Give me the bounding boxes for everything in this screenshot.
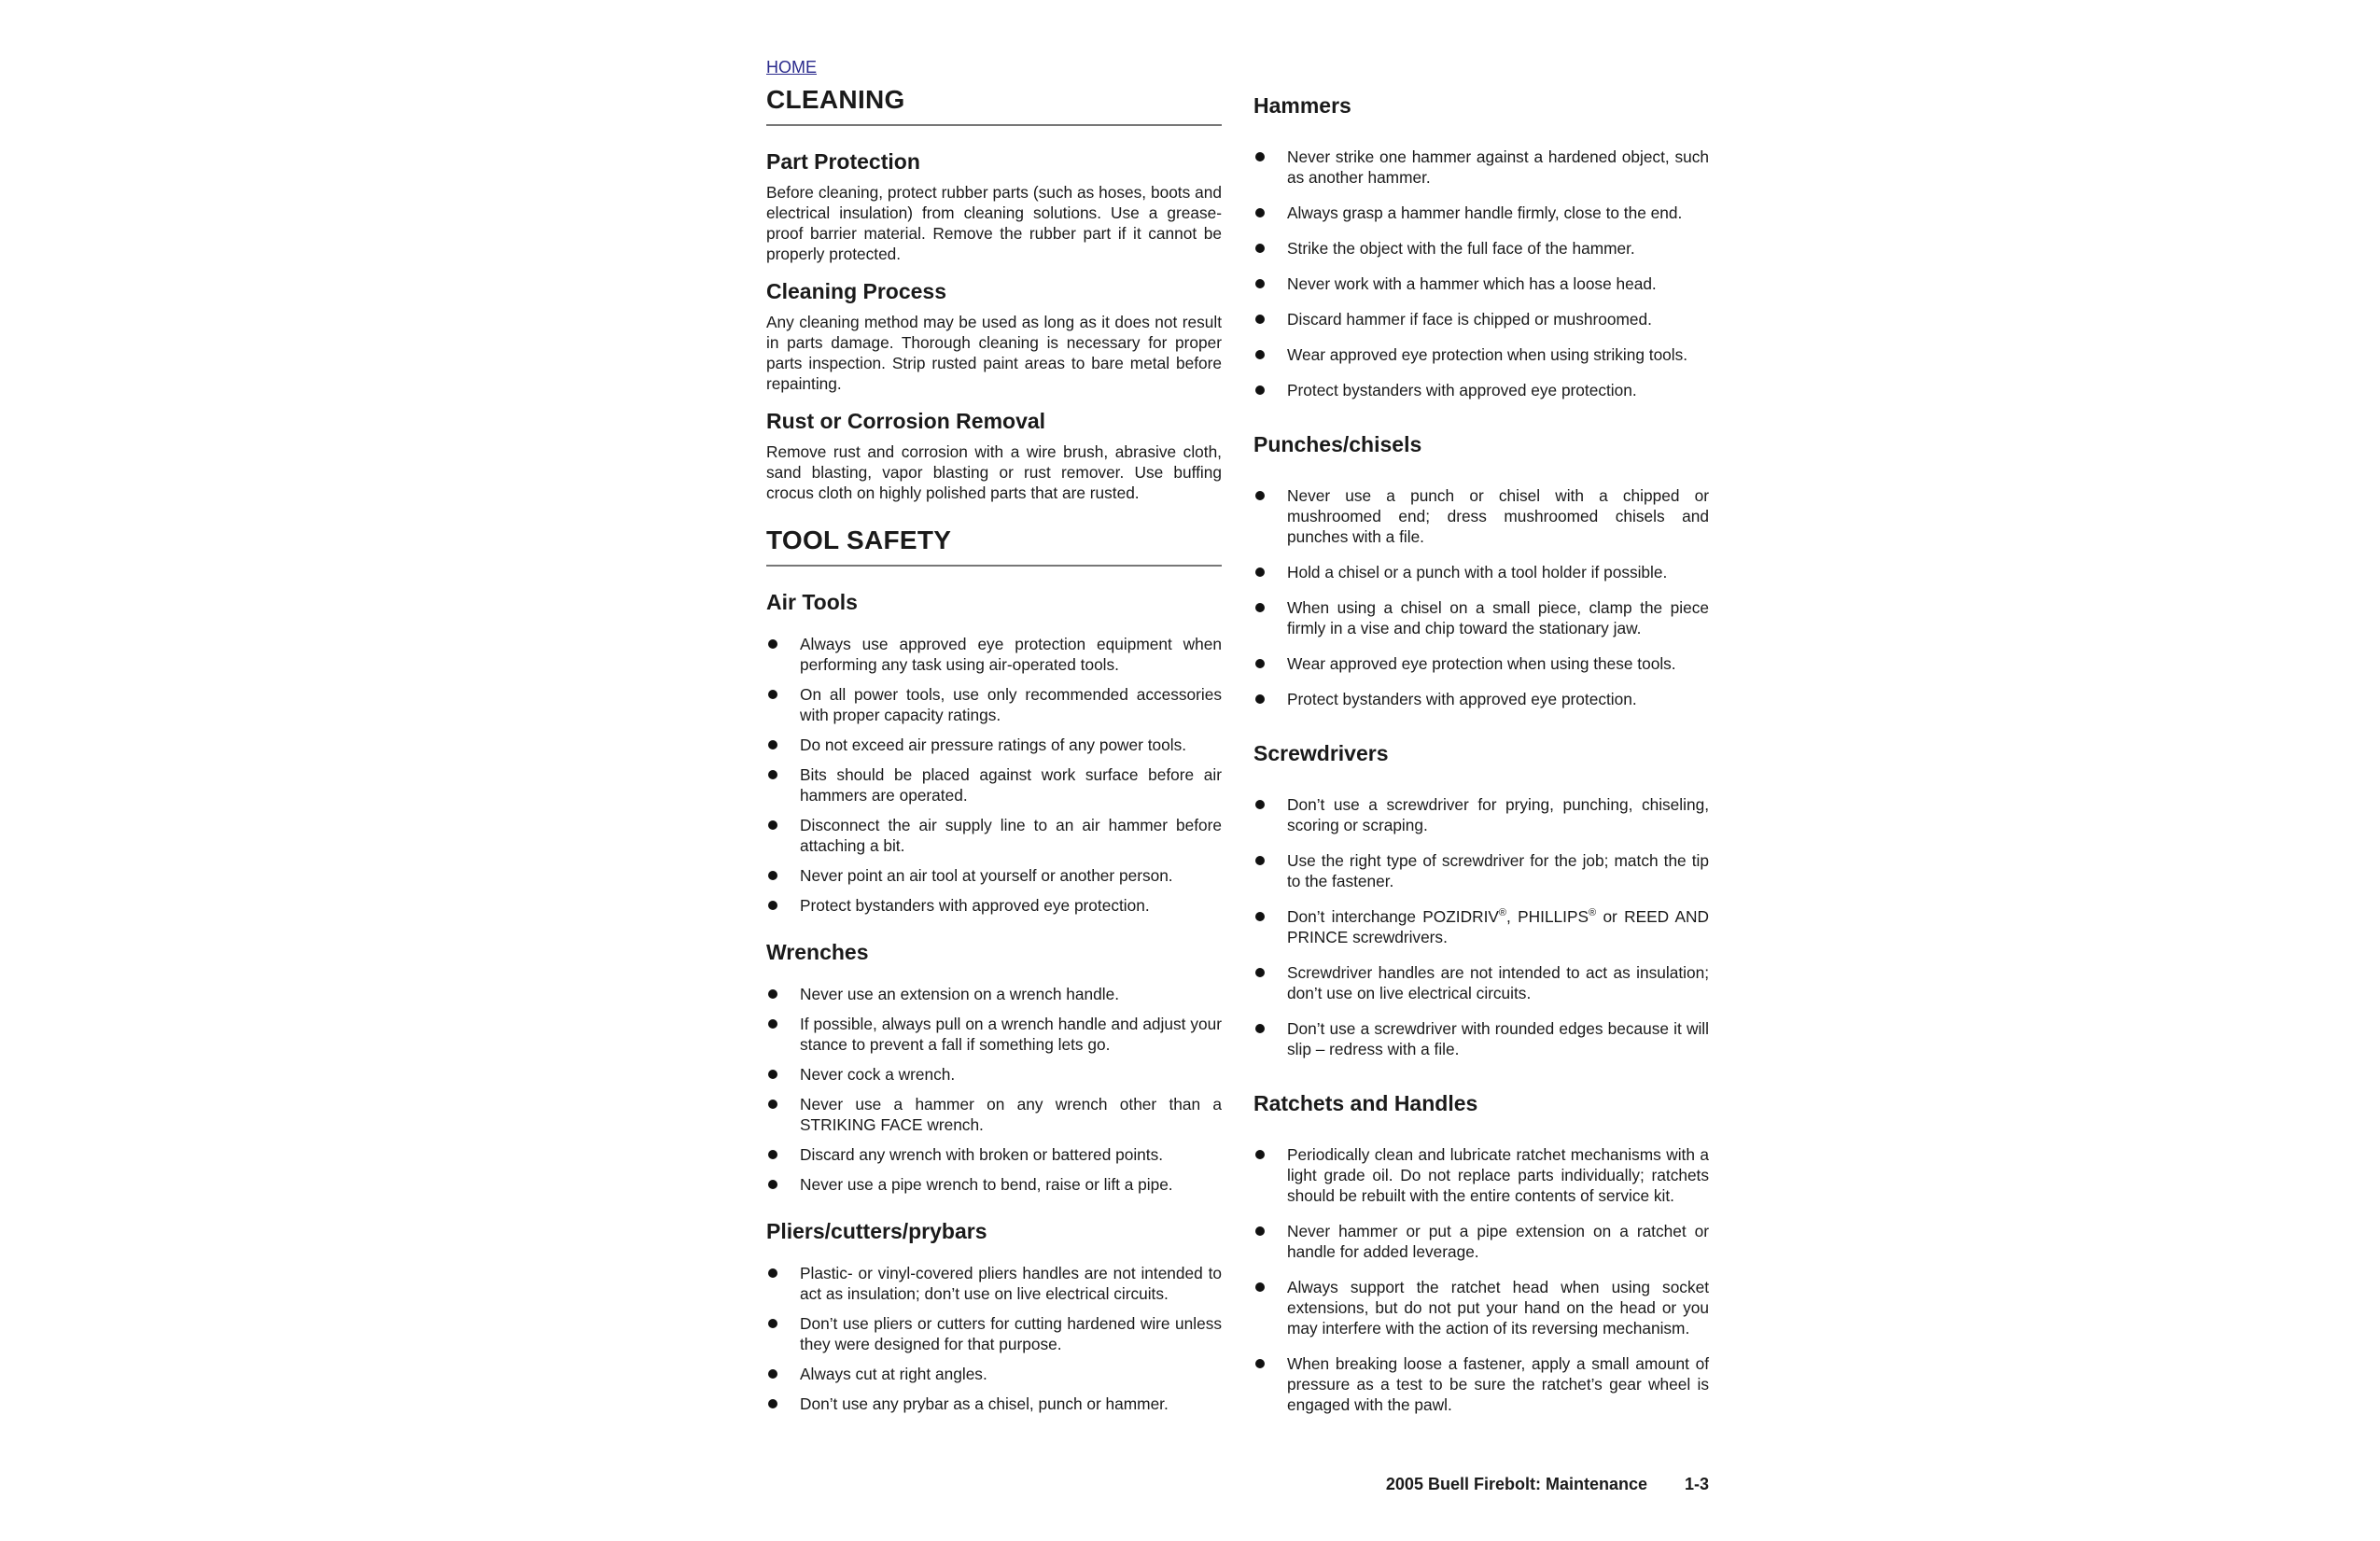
list-item: Never cock a wrench. [766,1064,1222,1085]
registered-mark: ® [1498,907,1507,919]
rust-removal-heading: Rust or Corrosion Removal [766,409,1046,433]
rust-removal-text: Remove rust and corrosion with a wire brush, abrasive cloth, sand blasting, vapor blasting or rust remover. Use buffing crocus cloth on highly polished parts that are rusted. [766,442,1222,502]
page-footer [1253,1475,1709,1494]
list-item: Protect bystanders with approved eye protection. [1253,380,1709,400]
list-item: Periodically clean and lubricate ratchet mechanisms with a light grade oil. Do not replace parts individually; ratchets should be rebuilt with the entire contents of service kit. [1253,1144,1709,1206]
cleaning-process-heading: Cleaning Process [766,279,947,303]
list-item: Always grasp a hammer handle firmly, close to the end. [1253,203,1709,223]
list-item: Never use a punch or chisel with a chipped or mushroomed end; dress mushroomed chisels and punches with a file. [1253,485,1709,547]
hammers-list [1253,147,1709,400]
wrenches-list [766,984,1222,1195]
list-item: Discard any wrench with broken or battered points. [766,1144,1222,1165]
ratchets-list [1253,1144,1709,1415]
list-item: Never use a hammer on any wrench other than a STRIKING FACE wrench. [766,1094,1222,1135]
list-item: Wear approved eye protection when using these tools. [1253,653,1709,674]
hammers-heading: Hammers [1253,93,1351,118]
screwdrivers-heading: Screwdrivers [1253,741,1389,765]
list-item: Don’t use pliers or cutters for cutting hardened wire unless they were designed for that purpose. [766,1313,1222,1354]
list-item: Always cut at right angles. [766,1364,1222,1384]
list-item: On all power tools, use only recommended accessories with proper capacity ratings. [766,684,1222,725]
list-item: When using a chisel on a small piece, clamp the piece firmly in a vise and chip toward the stationary jaw. [1253,597,1709,638]
list-item: When breaking loose a fastener, apply a small amount of pressure as a test to be sure the ratchet’s gear wheel is engaged with the pawl. [1253,1353,1709,1415]
part-protection-text: Before cleaning, protect rubber parts (such as hoses, boots and electrical insulation) from cleaning solutions. Use a grease-proof barrier material. Remove the rubber part if it cannot be properly protected. [766,183,1222,263]
screwdrivers-list [1253,794,1709,1059]
list-item: Never strike one hammer against a hardened object, such as another hammer. [1253,147,1709,188]
tool-safety-title: TOOL SAFETY [766,525,1222,567]
list-item: Protect bystanders with approved eye protection. [1253,689,1709,709]
page-number: 1-3 [1684,1475,1709,1493]
list-item: Discard hammer if face is chipped or mushroomed. [1253,309,1709,329]
punches-list [1253,485,1709,709]
ratchets-heading: Ratchets and Handles [1253,1091,1478,1115]
cleaning-title: CLEANING [766,85,1222,126]
list-item: Never point an air tool at yourself or another person. [766,865,1222,886]
interchange-text-1: Don’t interchange POZIDRIV [1287,907,1499,926]
pliers-heading: Pliers/cutters/prybars [766,1219,987,1243]
footer-title: 2005 Buell Firebolt: Maintenance [1385,1475,1647,1493]
punches-heading: Punches/chisels [1253,432,1422,456]
list-item: Don’t use a screwdriver for prying, punching, chiseling, scoring or scraping. [1253,794,1709,835]
right-column [1253,58,1709,1430]
interchange-text-3: or REED AND PRINCE screwdrivers. [1287,907,1709,946]
left-column [766,58,1222,1423]
wrenches-heading: Wrenches [766,940,869,964]
interchange-text-2: , PHILLIPS [1506,907,1589,926]
list-item [1253,906,1709,947]
list-item: Plastic- or vinyl-covered pliers handles are not intended to act as insulation; don’t use on live electrical circuits. [766,1263,1222,1304]
list-item: Never use a pipe wrench to bend, raise or lift a pipe. [766,1174,1222,1195]
home-link[interactable]: HOME [766,58,817,77]
list-item: Bits should be placed against work surface before air hammers are operated. [766,764,1222,806]
list-item: Hold a chisel or a punch with a tool holder if possible. [1253,562,1709,582]
list-item: Don’t use a screwdriver with rounded edges because it will slip – redress with a file. [1253,1018,1709,1059]
list-item: Never work with a hammer which has a loose head. [1253,273,1709,294]
list-item: If possible, always pull on a wrench handle and adjust your stance to prevent a fall if something lets go. [766,1014,1222,1055]
list-item: Use the right type of screwdriver for the job; match the tip to the fastener. [1253,850,1709,891]
pliers-list [766,1263,1222,1414]
list-item: Never use an extension on a wrench handle. [766,984,1222,1004]
list-item: Screwdriver handles are not intended to act as insulation; don’t use on live electrical circuits. [1253,962,1709,1003]
air-tools-heading: Air Tools [766,590,858,614]
list-item: Protect bystanders with approved eye protection. [766,895,1222,916]
list-item: Always support the ratchet head when using socket extensions, but do not put your hand on the head or you may interfere with the action of its reversing mechanism. [1253,1277,1709,1338]
list-item: Always use approved eye protection equipment when performing any task using air-operated tools. [766,634,1222,675]
list-item: Wear approved eye protection when using striking tools. [1253,344,1709,365]
list-item: Never hammer or put a pipe extension on a ratchet or handle for added leverage. [1253,1221,1709,1262]
list-item: Strike the object with the full face of the hammer. [1253,238,1709,259]
list-item: Do not exceed air pressure ratings of any power tools. [766,735,1222,755]
list-item: Disconnect the air supply line to an air hammer before attaching a bit. [766,815,1222,856]
list-item: Don’t use any prybar as a chisel, punch or hammer. [766,1394,1222,1414]
air-tools-list [766,634,1222,916]
part-protection-heading: Part Protection [766,149,920,174]
registered-mark: ® [1589,907,1597,919]
cleaning-process-text: Any cleaning method may be used as long as it does not result in parts damage. Thorough cleaning is necessary for proper parts inspection. Strip rusted paint areas to bare metal before repainting. [766,313,1222,393]
